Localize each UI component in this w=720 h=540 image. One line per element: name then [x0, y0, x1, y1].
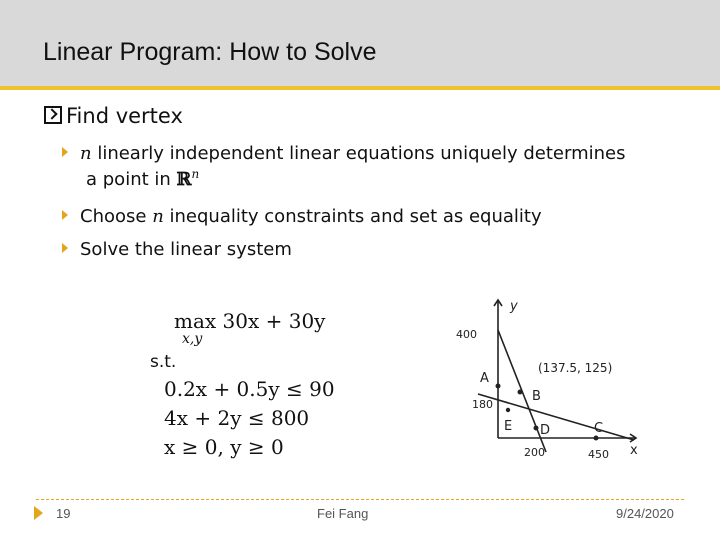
sub-bullet-1: n linearly independent linear equations uniquely determines a point in ℝ$^n$: [62, 143, 625, 164]
sub-bullet-2: Choose n inequality constraints and set as equality: [62, 206, 542, 227]
title-underline: [0, 86, 720, 90]
main-bullet-text: Find vertex: [66, 104, 183, 128]
sub-bullet-1-continuation: a point in ℝ$^n$: [86, 167, 200, 190]
sketch-y-label: y: [510, 299, 518, 314]
lp-objective-subscript: x,y: [182, 331, 203, 347]
sketch-y-tick-400: 400: [456, 328, 477, 341]
sketch-vertex-label: (137.5, 125): [538, 361, 613, 375]
slide-title: Linear Program: How to Solve: [43, 38, 377, 66]
checkbox-bullet-icon: [44, 106, 62, 124]
point-b-marker: [518, 390, 523, 395]
sketch-x-tick-450: 450: [588, 448, 609, 461]
footer-author: Fei Fang: [317, 506, 369, 521]
sketch-x-label: x: [630, 443, 638, 458]
footer-date: 9/24/2020: [616, 506, 674, 521]
triangle-bullet-icon: [62, 243, 68, 253]
lp-objective: max 30x + 30y: [174, 309, 326, 333]
lp-constraint-1: 0.2x + 0.5y ≤ 90: [164, 377, 335, 401]
feasible-region-sketch: [448, 292, 648, 462]
main-bullet: [44, 104, 183, 128]
footer-page-number: 19: [56, 506, 71, 521]
lp-constraint-2: 4x + 2y ≤ 800: [164, 406, 310, 430]
sub-bullet-3: Solve the linear system: [62, 239, 292, 260]
sketch-label-c: C: [594, 421, 604, 436]
footer-triangle-icon: [34, 506, 43, 520]
sketch-label-a: A: [480, 371, 489, 386]
point-c-marker: [594, 436, 599, 441]
sketch-y-tick-180: 180: [472, 398, 493, 411]
sketch-label-b: B: [532, 389, 541, 404]
point-d-marker: [534, 426, 539, 431]
lp-st-label: s.t.: [150, 352, 177, 372]
lp-constraint-3: x ≥ 0, y ≥ 0: [164, 435, 284, 459]
sketch-label-e: E: [504, 419, 513, 434]
triangle-bullet-icon: [62, 147, 68, 157]
point-a-marker: [496, 384, 501, 389]
footer-divider: [36, 499, 684, 500]
sketch-label-d: D: [540, 423, 551, 438]
triangle-bullet-icon: [62, 210, 68, 220]
constraint-line-shallow: [478, 394, 634, 440]
sketch-x-tick-200: 200: [524, 446, 545, 459]
point-e-marker: [506, 408, 510, 412]
